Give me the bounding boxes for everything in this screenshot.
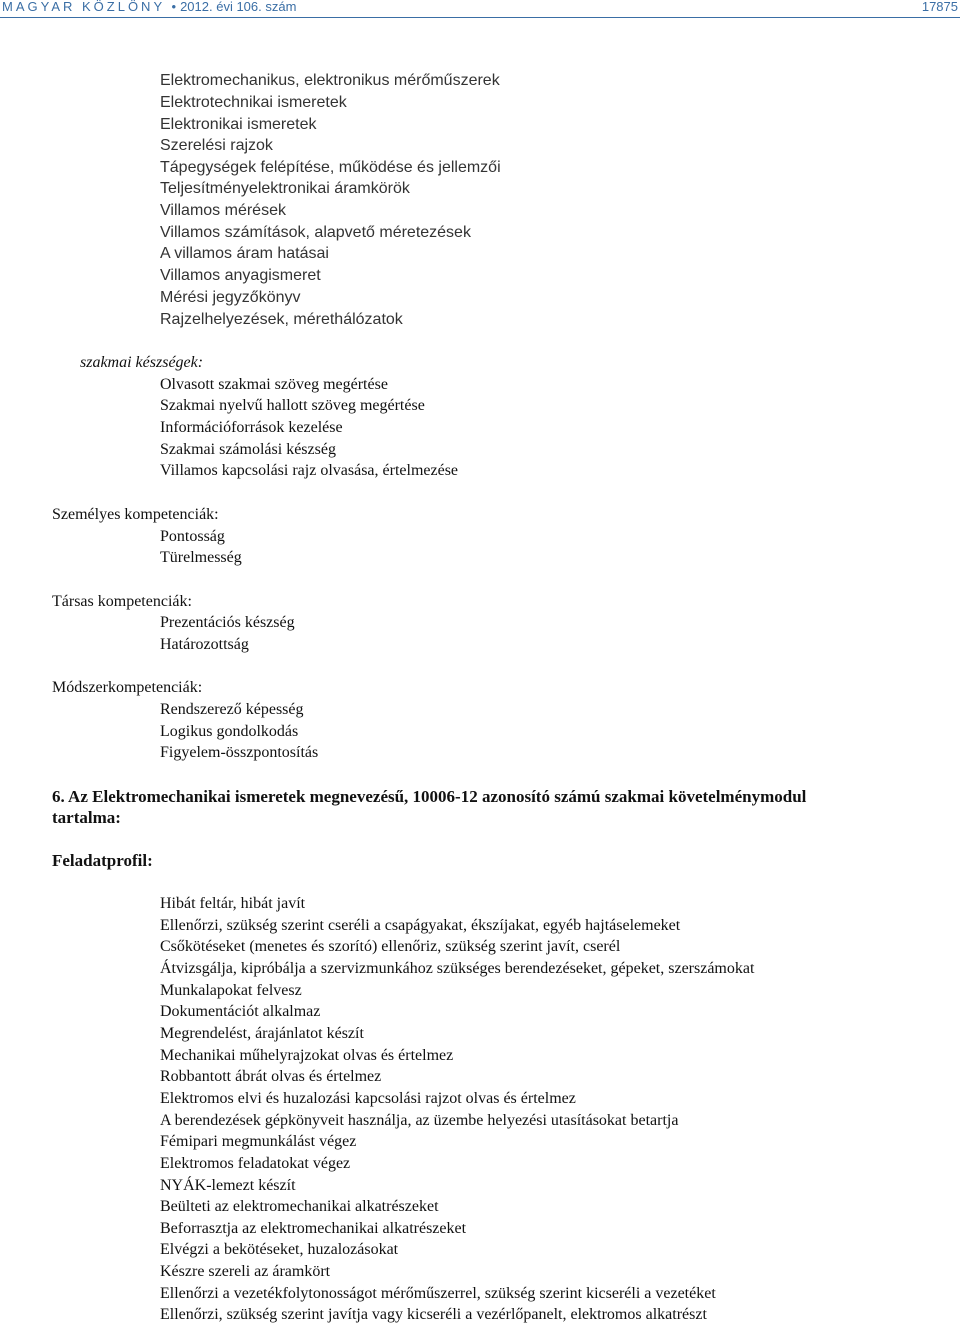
task-item: Ellenőrzi, szükség szerint javítja vagy kicseréli a vezérlőpanelt, elektromos alkatrészt bbox=[160, 1306, 707, 1323]
list-item: Szakmai nyelvű hallott szöveg megértése bbox=[160, 397, 425, 414]
task-item: Elektromos elvi és huzalozási kapcsolási rajzot olvas és értelmez bbox=[160, 1090, 576, 1107]
bullet: • bbox=[171, 0, 177, 14]
task-item: NYÁK-lemezt készít bbox=[160, 1177, 296, 1194]
topic-line: Elektronikai ismeretek bbox=[160, 116, 317, 133]
section-heading-tarsas: Társas kompetenciák: bbox=[52, 593, 192, 610]
list-item: Határozottság bbox=[160, 636, 249, 653]
section-title-cont: tartalma: bbox=[52, 808, 121, 827]
list-item: Olvasott szakmai szöveg megértése bbox=[160, 376, 388, 393]
section-heading-szemelyes: Személyes kompetenciák: bbox=[52, 506, 219, 523]
topic-line: Mérési jegyzőkönyv bbox=[160, 289, 301, 306]
section-title: 6. Az Elektromechanikai ismeretek megnevezésű, 10006-12 azonosító számú szakmai követelménymodul bbox=[52, 787, 807, 806]
task-item: Átvizsgálja, kipróbálja a szervizmunkához szükséges berendezéseket, gépeket, szerszámokat bbox=[160, 960, 755, 977]
task-item: Beforrasztja az elektromechanikai alkatrészeket bbox=[160, 1220, 467, 1237]
task-item: Megrendelést, árajánlatot készít bbox=[160, 1025, 364, 1042]
list-item: Villamos kapcsolási rajz olvasása, értelmezése bbox=[160, 462, 459, 479]
list-item: Szakmai számolási készség bbox=[160, 441, 336, 458]
task-item: Dokumentációt alkalmaz bbox=[160, 1003, 321, 1020]
topic-line: Tápegységek felépítése, működése és jellemzői bbox=[160, 159, 501, 176]
list-item: Figyelem-összpontosítás bbox=[160, 744, 319, 761]
list-item: Prezentációs készség bbox=[160, 614, 295, 631]
task-item: Munkalapokat felvesz bbox=[160, 982, 302, 999]
feladatprofil-heading: Feladatprofil: bbox=[52, 851, 153, 870]
issue-number: 2012. évi 106. szám bbox=[180, 0, 297, 14]
topic-line: Rajzelhelyezések, mérethálózatok bbox=[160, 311, 403, 328]
topic-line: Teljesítményelektronikai áramkörök bbox=[160, 180, 410, 197]
header-rule bbox=[0, 17, 960, 18]
page-number: 17875 bbox=[921, 0, 958, 14]
task-item: Hibát feltár, hibát javít bbox=[160, 895, 306, 912]
topic-line: Villamos számítások, alapvető méretezések bbox=[160, 224, 471, 241]
list-item: Türelmesség bbox=[160, 549, 242, 566]
task-item: A berendezések gépkönyveit használja, az üzembe helyezési utasításokat betartja bbox=[160, 1112, 679, 1129]
topic-line: Elektrotechnikai ismeretek bbox=[160, 94, 347, 111]
topic-line: Szerelési rajzok bbox=[160, 137, 273, 154]
task-item: Elektromos feladatokat végez bbox=[160, 1155, 351, 1172]
task-item: Elvégzi a bekötéseket, huzalozásokat bbox=[160, 1241, 399, 1258]
list-item: Logikus gondolkodás bbox=[160, 723, 299, 740]
topic-line: A villamos áram hatásai bbox=[160, 245, 329, 262]
running-head bbox=[2, 0, 296, 14]
section-heading-modszer: Módszerkompetenciák: bbox=[52, 679, 203, 696]
task-item: Beülteti az elektromechanikai alkatrészeket bbox=[160, 1198, 439, 1215]
journal-title: MAGYAR KÖZLÖNY bbox=[2, 0, 165, 14]
section-heading-szakmai: szakmai készségek: bbox=[80, 354, 204, 371]
topic-line: Villamos mérések bbox=[160, 202, 286, 219]
task-item: Robbantott ábrát olvas és értelmez bbox=[160, 1068, 382, 1085]
task-item: Ellenőrzi, szükség szerint cseréli a csapágyakat, ékszíjakat, egyéb hajtáselemeket bbox=[160, 917, 681, 934]
list-item: Információforrások kezelése bbox=[160, 419, 343, 436]
topic-line: Elektromechanikus, elektronikus mérőműszerek bbox=[160, 72, 500, 89]
task-item: Ellenőrzi a vezetékfolytonosságot mérőműszerrel, szükség szerint kicseréli a vezetéket bbox=[160, 1285, 716, 1302]
task-item: Mechanikai műhelyrajzokat olvas és értelmez bbox=[160, 1047, 454, 1064]
list-item: Pontosság bbox=[160, 528, 225, 545]
task-item: Készre szereli az áramkört bbox=[160, 1263, 331, 1280]
task-item: Csőkötéseket (menetes és szorító) ellenőriz, szükség szerint javít, cserél bbox=[160, 938, 621, 955]
page-header bbox=[0, 0, 960, 14]
list-item: Rendszerező képesség bbox=[160, 701, 304, 718]
task-item: Fémipari megmunkálást végez bbox=[160, 1133, 357, 1150]
topic-line: Villamos anyagismeret bbox=[160, 267, 321, 284]
